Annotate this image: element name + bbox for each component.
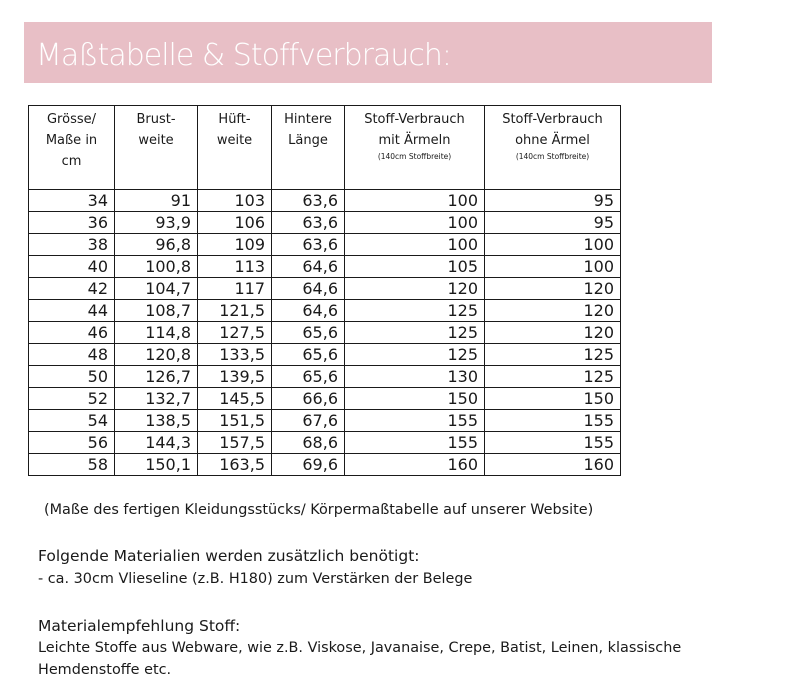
table-row (29, 212, 621, 234)
table-row (29, 190, 621, 212)
table-cell: 40 (29, 256, 115, 278)
table-cell: 125 (485, 366, 621, 388)
table-cell: 160 (345, 454, 485, 476)
table-cell: 160 (485, 454, 621, 476)
table-cell: 104,7 (115, 278, 198, 300)
table-cell: 100 (485, 256, 621, 278)
table-cell: 64,6 (272, 278, 345, 300)
table-row (29, 432, 621, 454)
table-cell: 96,8 (115, 234, 198, 256)
table-row (29, 366, 621, 388)
table-cell: 163,5 (198, 454, 272, 476)
table-cell: 36 (29, 212, 115, 234)
table-cell: 64,6 (272, 300, 345, 322)
table-cell: 48 (29, 344, 115, 366)
table-cell: 63,6 (272, 190, 345, 212)
table-cell: 150 (345, 388, 485, 410)
table-row (29, 256, 621, 278)
table-cell: 127,5 (198, 322, 272, 344)
table-cell: 95 (485, 190, 621, 212)
table-cell: 65,6 (272, 322, 345, 344)
table-cell: 155 (345, 432, 485, 454)
materials-text: - ca. 30cm Vlieseline (z.B. H180) zum Verstärken der Belege (38, 571, 473, 587)
table-cell: 121,5 (198, 300, 272, 322)
fabric-heading: Materialempfehlung Stoff: (38, 617, 241, 635)
table-cell: 133,5 (198, 344, 272, 366)
table-cell: 42 (29, 278, 115, 300)
table-cell: 64,6 (272, 256, 345, 278)
page-title: Maßtabelle & Stoffverbrauch: (36, 38, 452, 73)
table-cell: 100 (345, 234, 485, 256)
table-row (29, 278, 621, 300)
table-cell: 100 (345, 212, 485, 234)
table-cell: 67,6 (272, 410, 345, 432)
table-row (29, 322, 621, 344)
table-cell: 65,6 (272, 344, 345, 366)
table-cell: 120 (485, 278, 621, 300)
fabric-text: Leichte Stoffe aus Webware, wie z.B. Viskose, Javanaise, Crepe, Batist, Leinen, klassische Hemdenstoffe etc. (38, 640, 682, 678)
table-cell: 130 (345, 366, 485, 388)
table-cell: 125 (345, 344, 485, 366)
table-cell: 125 (345, 300, 485, 322)
table-cell: 105 (345, 256, 485, 278)
table-cell: 100 (485, 234, 621, 256)
table-cell: 69,6 (272, 454, 345, 476)
table-row (29, 234, 621, 256)
table-footnote: (Maße des fertigen Kleidungsstücks/ Körpermaßtabelle auf unserer Website) (44, 502, 594, 518)
header-back-length: Hintere Länge (272, 106, 345, 190)
table-cell: 52 (29, 388, 115, 410)
table-cell: 117 (198, 278, 272, 300)
table-cell: 95 (485, 212, 621, 234)
table-cell: 120 (345, 278, 485, 300)
table-cell: 56 (29, 432, 115, 454)
table-cell: 114,8 (115, 322, 198, 344)
header-fabric-without-sleeves: Stoff-Verbrauch ohne Ärmel (140cm Stoffbreite) (485, 106, 621, 190)
table-cell: 113 (198, 256, 272, 278)
table-cell: 46 (29, 322, 115, 344)
table-cell: 63,6 (272, 234, 345, 256)
table-cell: 65,6 (272, 366, 345, 388)
table-cell: 44 (29, 300, 115, 322)
table-cell: 125 (485, 344, 621, 366)
table-cell: 54 (29, 410, 115, 432)
table-cell: 106 (198, 212, 272, 234)
table-cell: 120 (485, 300, 621, 322)
table-cell: 126,7 (115, 366, 198, 388)
table-cell: 68,6 (272, 432, 345, 454)
table-cell: 151,5 (198, 410, 272, 432)
table-cell: 63,6 (272, 212, 345, 234)
table-cell: 150,1 (115, 454, 198, 476)
table-cell: 120 (485, 322, 621, 344)
table-cell: 100 (345, 190, 485, 212)
table-cell: 100,8 (115, 256, 198, 278)
table-cell: 132,7 (115, 388, 198, 410)
table-cell: 150 (485, 388, 621, 410)
table-cell: 108,7 (115, 300, 198, 322)
fabric-width-note: (140cm Stoffbreite) (377, 152, 452, 161)
header-size: Grösse/ Maße in cm (29, 106, 115, 190)
header-chest: Brust- weite (115, 106, 198, 190)
table-cell: 145,5 (198, 388, 272, 410)
table-cell: 155 (485, 410, 621, 432)
table-cell: 66,6 (272, 388, 345, 410)
table-cell: 50 (29, 366, 115, 388)
header-fabric-with-sleeves: Stoff-Verbrauch mit Ärmeln (140cm Stoffbreite) (345, 106, 485, 190)
table-row (29, 344, 621, 366)
table-row (29, 300, 621, 322)
table-cell: 144,3 (115, 432, 198, 454)
materials-heading: Folgende Materialien werden zusätzlich benötigt: (38, 547, 420, 565)
table-cell: 58 (29, 454, 115, 476)
table-cell: 93,9 (115, 212, 198, 234)
table-cell: 157,5 (198, 432, 272, 454)
table-row (29, 388, 621, 410)
header-hip: Hüft- weite (198, 106, 272, 190)
table-cell: 38 (29, 234, 115, 256)
table-cell: 103 (198, 190, 272, 212)
table-cell: 109 (198, 234, 272, 256)
table-cell: 155 (485, 432, 621, 454)
table-row (29, 454, 621, 476)
fabric-width-note: (140cm Stoffbreite) (515, 152, 590, 161)
table-cell: 91 (115, 190, 198, 212)
table-cell: 139,5 (198, 366, 272, 388)
table-cell: 155 (345, 410, 485, 432)
table-cell: 34 (29, 190, 115, 212)
table-body (29, 190, 621, 476)
title-banner (24, 22, 712, 83)
size-table (28, 105, 621, 476)
table-row (29, 410, 621, 432)
table-cell: 120,8 (115, 344, 198, 366)
table-header-row (29, 106, 621, 190)
table-cell: 138,5 (115, 410, 198, 432)
table-cell: 125 (345, 322, 485, 344)
